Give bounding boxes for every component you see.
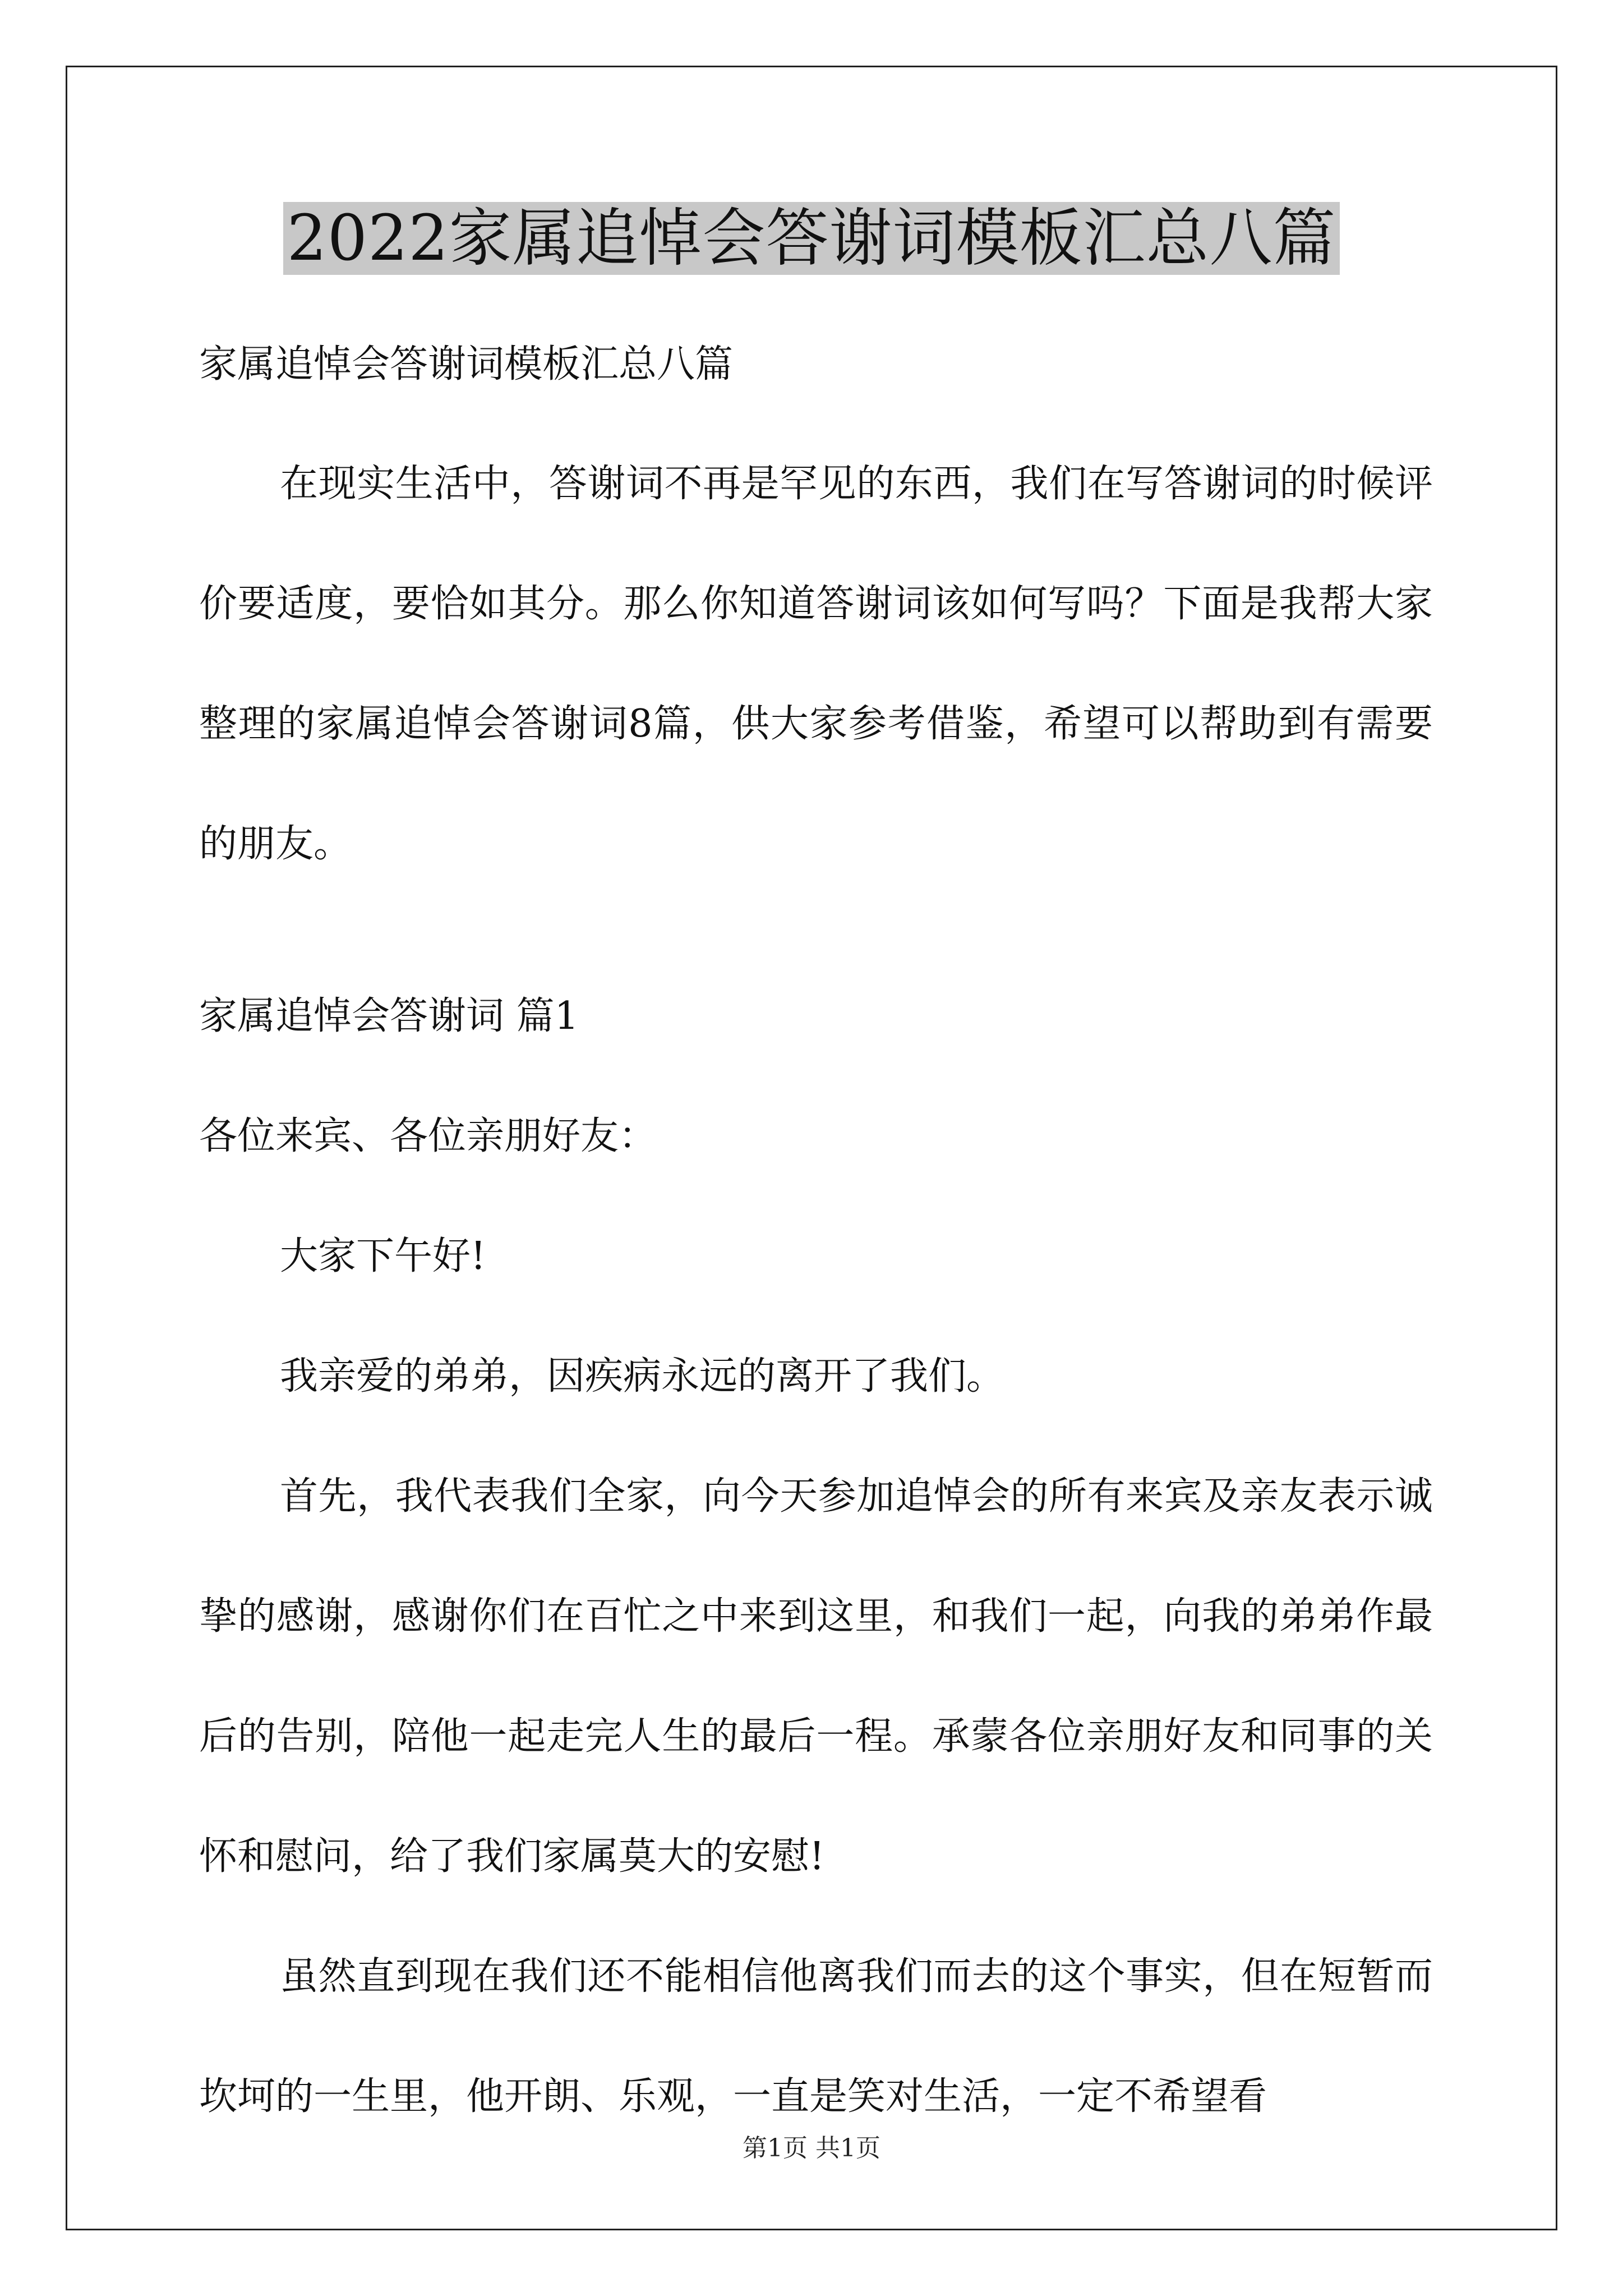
page-footer [0,2132,1623,2165]
paragraph-2: 首先，我代表我们全家，向今天参加追悼会的所有来宾及亲友表示诚挚的感谢，感谢你们在百忙之中来到这里，和我们一起，向我的弟弟作最后的告别，陪他一起走完人生的最后一程。承蒙各位亲朋好友和同事的关怀和慰问，给了我们家属莫大的安慰! [199,1474,1433,1879]
salutation: 各位来宾、各位亲朋好友： [199,1114,657,1158]
greeting: 大家下午好! [280,1234,486,1278]
paragraph-1: 我亲爱的弟弟，因疾病永远的离开了我们。 [280,1354,1005,1398]
document-body [199,337,1433,2157]
document-subtitle: 家属追悼会答谢词模板汇总八篇 [199,342,734,386]
page-number: 第1页 共1页 [743,2134,880,2162]
section-heading: 家属追悼会答谢词 篇1 [199,994,579,1038]
document-title [0,196,1623,280]
intro-paragraph: 在现实生活中，答谢词不再是罕见的东西，我们在写答谢词的时候评价要适度，要恰如其分。那么你知道答谢词该如何写吗？下面是我帮大家整理的家属追悼会答谢词8篇，供大家参考借鉴，希望可以帮助到有需要的朋友。 [199,462,1433,866]
paragraph-3: 虽然直到现在我们还不能相信他离我们而去的这个事实，但在短暂而坎坷的一生里，他开朗、乐观，一直是笑对生活，一定不希望看 [199,1954,1433,2119]
document-title-text: 2022家属追悼会答谢词模板汇总八篇 [283,202,1339,275]
